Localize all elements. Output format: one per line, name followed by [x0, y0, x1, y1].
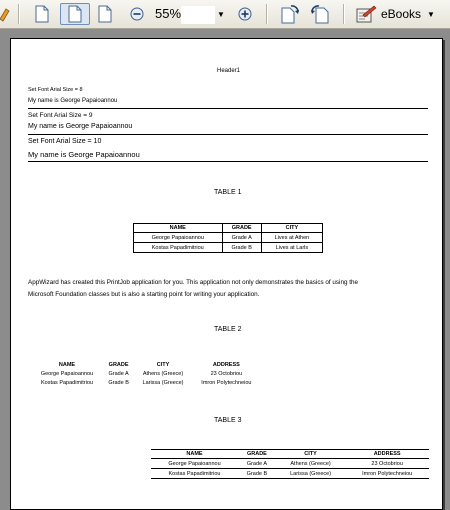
- zoom-level[interactable]: 55%: [155, 6, 182, 21]
- font-size-label: Set Font Arial Size = 9: [28, 112, 93, 119]
- table-cell: Grade B: [222, 243, 261, 253]
- table-cell: 23 Octobriou: [210, 370, 243, 377]
- table-cell: Larissa (Greece): [142, 379, 184, 386]
- table-2: [31, 361, 261, 387]
- column-header: NAME: [58, 362, 76, 368]
- paragraph-line: Microsoft Foundation classes but is also a starting point for writing your application.: [28, 291, 260, 298]
- pencil-icon[interactable]: [0, 3, 10, 25]
- facing-pages-button[interactable]: [93, 3, 117, 25]
- zoom-out-button[interactable]: [128, 3, 146, 25]
- divider: [28, 108, 428, 109]
- column-header: GRADE: [238, 450, 276, 459]
- table-cell: Lives at Larls: [261, 243, 322, 253]
- table-row: [134, 233, 323, 243]
- zoom-out-icon: [130, 7, 144, 21]
- rotate-counterclockwise-icon: [310, 4, 330, 24]
- table-cell: Grade B: [108, 379, 129, 386]
- rotate-clockwise-icon: [280, 4, 300, 24]
- toolbar: [0, 0, 450, 29]
- table-cell: Lives at Athen: [261, 233, 322, 243]
- column-header: NAME: [151, 450, 238, 459]
- table-3: [151, 449, 429, 479]
- table-title: TABLE 3: [214, 417, 242, 424]
- name-line: My name is George Papaioannou: [28, 98, 118, 104]
- table-cell: Imron Polytechneiou: [345, 469, 429, 479]
- continuous-page-button[interactable]: [60, 3, 90, 25]
- name-line: My name is George Papaioannou: [28, 123, 133, 130]
- zoom-input[interactable]: [181, 6, 215, 24]
- table-row: [31, 369, 261, 378]
- table-row: [134, 243, 323, 253]
- divider: [28, 134, 428, 135]
- column-header: NAME: [134, 224, 223, 233]
- zoom-dropdown-button[interactable]: [214, 3, 228, 25]
- name-line: My name is George Papaioannou: [28, 150, 140, 159]
- chevron-down-icon: ▼: [427, 9, 435, 19]
- divider: [28, 161, 428, 162]
- column-header: CITY: [261, 224, 322, 233]
- table-cell: 23 Octobriou: [345, 459, 429, 469]
- table-cell: Kostas Papadimitriou: [40, 379, 93, 386]
- column-header: GRADE: [108, 362, 129, 368]
- table-cell: Grade A: [108, 370, 129, 377]
- rotate-clockwise-button[interactable]: [278, 3, 302, 25]
- table-cell: Grade A: [238, 459, 276, 469]
- table-cell: George Papaioannou: [151, 459, 238, 469]
- table-row: [151, 459, 429, 469]
- table-row: [31, 378, 261, 387]
- zoom-in-icon: [238, 7, 252, 21]
- table-1: [133, 223, 323, 253]
- ebooks-button[interactable]: eBooks: [381, 7, 422, 21]
- column-header: GRADE: [222, 224, 261, 233]
- font-size-label: Set Font Arial Size = 8: [28, 87, 83, 93]
- table-row: [151, 469, 429, 479]
- single-page-button[interactable]: [30, 3, 54, 25]
- column-header: ADDRESS: [345, 450, 429, 459]
- table-title: TABLE 1: [214, 189, 242, 196]
- page-icon: [97, 5, 113, 23]
- column-header: CITY: [276, 450, 345, 459]
- ebooks-dropdown-button[interactable]: [424, 3, 438, 25]
- page-icon: [34, 5, 50, 23]
- table-cell: Athens (Greece): [276, 459, 345, 469]
- table-cell: Larissa (Greece): [276, 469, 345, 479]
- table-cell: Athens (Greece): [142, 370, 184, 377]
- table-title: TABLE 2: [214, 326, 242, 333]
- paragraph-line: AppWizard has created this PrintJob application for you. This application not only demonstrates the basics of using the: [28, 279, 358, 286]
- table-cell: Kostas Papadimitriou: [134, 243, 223, 253]
- chevron-down-icon: ▼: [217, 9, 225, 19]
- document-view[interactable]: [0, 29, 450, 498]
- document-page: [10, 38, 443, 510]
- column-header: ADDRESS: [212, 362, 240, 368]
- font-size-label: Set Font Arial Size = 10: [28, 138, 102, 145]
- table-cell: Grade A: [222, 233, 261, 243]
- toolbar-separator: [266, 4, 268, 24]
- table-header-row: [151, 450, 429, 459]
- table-cell: Imron Polytechneiou: [201, 379, 252, 386]
- table-cell: Kostas Papadimitriou: [151, 469, 238, 479]
- toolbar-separator: [18, 4, 20, 24]
- rotate-counterclockwise-button[interactable]: [308, 3, 332, 25]
- page-header: Header1: [217, 68, 241, 74]
- table-cell: George Papaioannou: [134, 233, 223, 243]
- toolbar-separator: [343, 4, 345, 24]
- table-cell: Grade B: [238, 469, 276, 479]
- column-header: CITY: [156, 362, 170, 368]
- table-header-row: [134, 224, 323, 233]
- ebooks-icon[interactable]: [354, 3, 378, 25]
- zoom-in-button[interactable]: [236, 3, 254, 25]
- page-icon: [67, 5, 83, 23]
- table-cell: George Papaioannou: [40, 370, 94, 377]
- table-header-row: [31, 361, 261, 369]
